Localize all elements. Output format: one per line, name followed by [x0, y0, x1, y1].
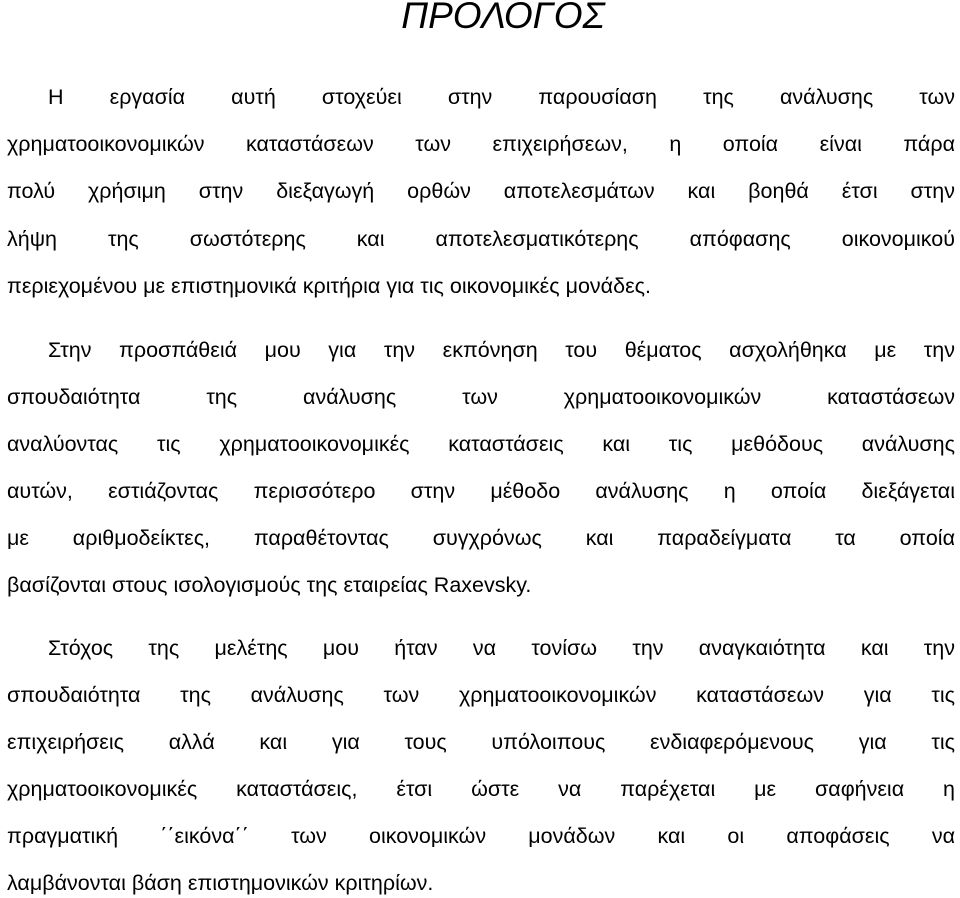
- paragraph-3-line-5: πραγματική ΄΄εικόνα΄΄ των οικονομικών μονάδων και οι αποφάσεις να: [7, 824, 955, 848]
- paragraph-2-line-5: με αριθμοδείκτες, παραθέτοντας συγχρόνως και παραδείγματα τα οποία: [7, 526, 955, 550]
- paragraph-2-line-3: αναλύοντας τις χρηματοοικονομικές καταστάσεις και τις μεθόδους ανάλυσης: [7, 432, 955, 456]
- paragraph-1-line-5: περιεχομένου με επιστημονικά κριτήρια για τις οικονομικές μονάδες.: [7, 274, 651, 298]
- page-title: ΠΡΟΛΟΓΟΣ: [401, 0, 605, 36]
- paragraph-3-line-6: λαμβάνονται βάση επιστημονικών κριτηρίων.: [7, 871, 434, 895]
- paragraph-2-line-6: βασίζονται στους ισολογισμούς της εταιρείας Raxevsky.: [7, 573, 532, 597]
- paragraph-2-line-1: Στην προσπάθειά μου για την εκπόνηση του θέματος ασχολήθηκα με την: [48, 338, 955, 362]
- paragraph-3-line-2: σπουδαιότητα της ανάλυσης των χρηματοοικονομικών καταστάσεων για τις: [7, 683, 955, 707]
- paragraph-3-line-4: χρηματοοικονομικές καταστάσεις, έτσι ώστε να παρέχεται με σαφήνεια η: [7, 777, 955, 801]
- paragraph-1-line-4: λήψη της σωστότερης και αποτελεσματικότερης απόφασης οικονομικού: [7, 227, 955, 251]
- paragraph-1-line-3: πολύ χρήσιμη στην διεξαγωγή ορθών αποτελεσμάτων και βοηθά έτσι στην: [7, 179, 955, 203]
- paragraph-1-line-1: Η εργασία αυτή στοχεύει στην παρουσίαση της ανάλυσης των: [48, 85, 955, 109]
- paragraph-2-line-2: σπουδαιότητα της ανάλυσης των χρηματοοικονομικών καταστάσεων: [7, 385, 955, 409]
- paragraph-3-line-1: Στόχος της μελέτης μου ήταν να τονίσω την αναγκαιότητα και την: [48, 636, 955, 660]
- paragraph-3-line-3: επιχειρήσεις αλλά και για τους υπόλοιπους ενδιαφερόμενους για τις: [7, 730, 955, 754]
- paragraph-1-line-2: χρηματοοικονομικών καταστάσεων των επιχειρήσεων, η οποία είναι πάρα: [7, 132, 955, 156]
- paragraph-2-line-4: αυτών, εστιάζοντας περισσότερο στην μέθοδο ανάλυσης η οποία διεξάγεται: [7, 479, 955, 503]
